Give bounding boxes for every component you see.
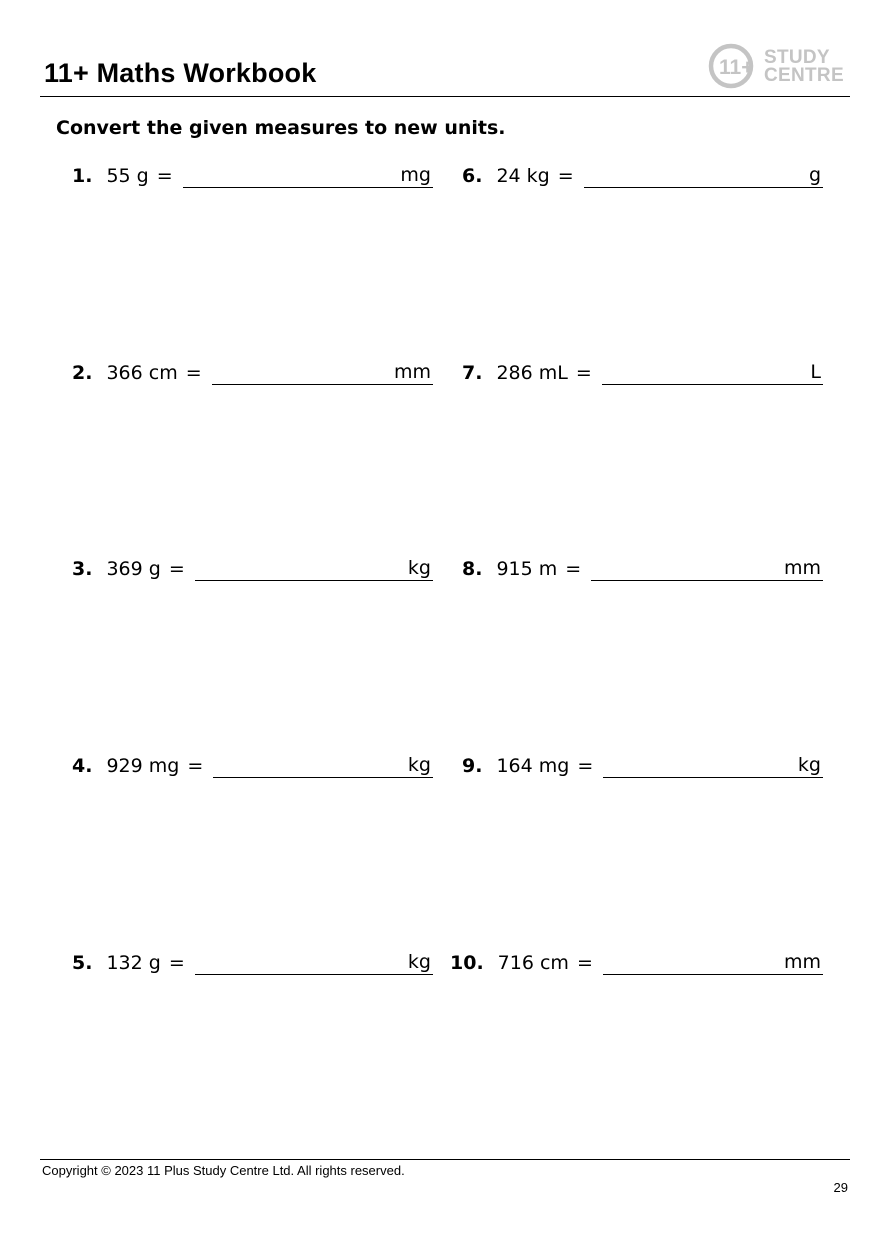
question-3 [72,549,433,579]
answer-blank[interactable] [183,161,433,188]
page-number: 29 [833,1180,848,1195]
svg-text:11+: 11+ [719,56,754,79]
question-number: 4. [72,755,93,777]
question-expression: 716 cm [497,952,569,974]
question-6 [462,156,823,186]
answer-blank[interactable] [591,554,823,581]
equals-sign: = [168,558,185,580]
answer-unit: kg [407,754,431,776]
question-expression: 164 mg [496,755,570,777]
answer-unit: g [808,164,821,186]
answer-blank[interactable] [603,948,823,975]
question-1 [72,156,433,186]
equals-sign: = [168,952,185,974]
question-7 [462,353,823,383]
question-number: 1. [72,165,93,187]
question-expression: 369 g [106,558,161,580]
page-title: 11+ Maths Workbook [44,58,317,88]
question-8 [462,549,823,579]
question-5 [72,943,433,973]
question-expression: 915 m [496,558,558,580]
answer-unit: mg [400,164,431,186]
question-number: 8. [462,558,483,580]
answer-unit: kg [797,754,821,776]
copyright-notice: Copyright © 2023 11 Plus Study Centre Ltd. All rights reserved. [42,1163,405,1178]
answer-blank[interactable] [212,358,433,385]
question-number: 9. [462,755,483,777]
question-expression: 24 kg [496,165,550,187]
question-number: 10. [450,952,484,974]
logo-text-centre: CENTRE [764,65,844,86]
question-2 [72,353,433,383]
equals-sign: = [576,952,593,974]
question-4 [72,746,433,776]
question-expression: 55 g [106,165,149,187]
answer-blank[interactable] [602,358,823,385]
question-9 [462,746,823,776]
answer-unit: mm [783,557,821,579]
question-number: 6. [462,165,483,187]
study-centre-logo [708,42,853,92]
question-expression: 929 mg [106,755,180,777]
question-expression: 366 cm [106,362,178,384]
question-expression: 286 mL [496,362,568,384]
logo-text-study: STUDY [764,47,830,68]
answer-unit: mm [783,951,821,973]
logo-badge-icon [708,42,756,90]
answer-blank[interactable] [603,751,823,778]
footer-divider [40,1159,850,1160]
header-divider [40,96,850,97]
equals-sign: = [575,362,592,384]
equals-sign: = [185,362,202,384]
answer-blank[interactable] [213,751,433,778]
instruction-text: Convert the given measures to new units. [56,117,506,139]
equals-sign: = [187,755,204,777]
question-expression: 132 g [106,952,161,974]
question-number: 5. [72,952,93,974]
answer-blank[interactable] [195,948,433,975]
question-number: 2. [72,362,93,384]
answer-unit: L [810,361,821,383]
question-10 [450,943,823,973]
question-number: 7. [462,362,483,384]
answer-unit: mm [393,361,431,383]
answer-unit: kg [407,951,431,973]
answer-blank[interactable] [195,554,433,581]
answer-unit: kg [407,557,431,579]
equals-sign: = [557,165,574,187]
equals-sign: = [156,165,173,187]
equals-sign: = [565,558,582,580]
question-number: 3. [72,558,93,580]
equals-sign: = [577,755,594,777]
answer-blank[interactable] [584,161,823,188]
